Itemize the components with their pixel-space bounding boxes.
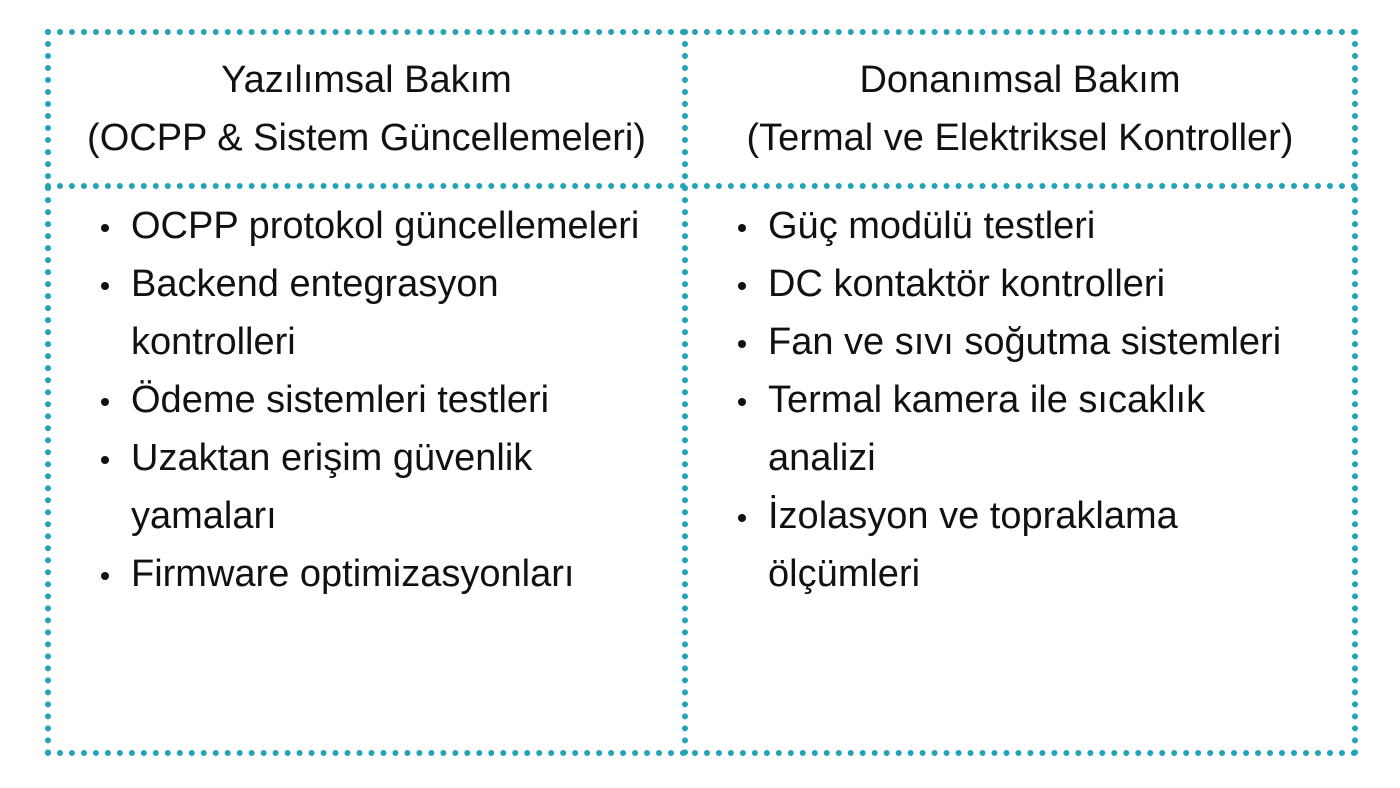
- list-item: DC kontaktör kontrolleri: [735, 255, 1325, 313]
- software-items-list: [98, 197, 668, 603]
- list-item: Backend entegrasyon kontrolleri: [98, 255, 668, 371]
- border-bottom: [45, 750, 1358, 756]
- header-subtitle: (Termal ve Elektriksel Kontroller): [746, 117, 1294, 159]
- header-title: Yazılımsal Bakım: [221, 59, 512, 101]
- border-header-divider: [45, 183, 1358, 189]
- list-item: Uzaktan erişim güvenlik yamaları: [98, 429, 668, 545]
- list-item: İzolasyon ve topraklama ölçümleri: [735, 487, 1238, 603]
- software-items-cell: [98, 197, 668, 603]
- list-item: Ödeme sistemleri testleri: [98, 371, 668, 429]
- hardware-items-list: [735, 197, 1325, 603]
- header-hardware-maintenance: [688, 35, 1352, 183]
- header-subtitle: (OCPP & Sistem Güncellemeleri): [87, 117, 646, 159]
- header-software-maintenance: [51, 35, 682, 183]
- list-item: Güç modülü testleri: [735, 197, 1325, 255]
- list-item: OCPP protokol güncellemeleri: [98, 197, 668, 255]
- maintenance-table: [45, 29, 1358, 756]
- list-item: Firmware optimizasyonları: [98, 545, 668, 603]
- hardware-items-cell: [735, 197, 1325, 603]
- list-item: Termal kamera ile sıcaklık analizi: [735, 371, 1238, 487]
- border-right: [1352, 29, 1358, 756]
- header-title: Donanımsal Bakım: [859, 59, 1181, 101]
- list-item: Fan ve sıvı soğutma sistemleri: [735, 313, 1325, 371]
